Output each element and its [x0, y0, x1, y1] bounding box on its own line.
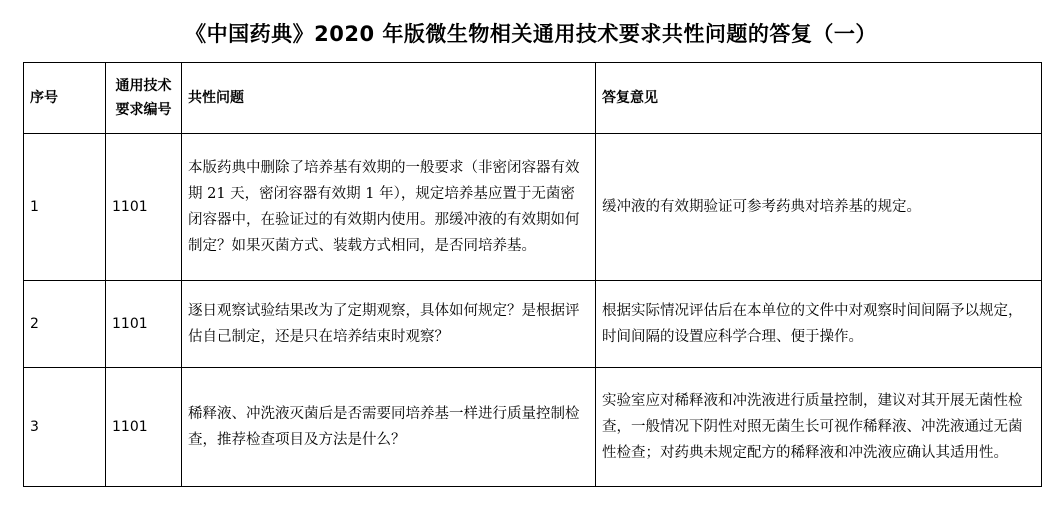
row-code: 1101: [106, 281, 182, 368]
table-row: [24, 368, 1042, 487]
row-no: 2: [24, 281, 106, 368]
row-answer: 缓冲液的有效期验证可参考药典对培养基的规定。: [596, 134, 1042, 281]
table-header-row: [24, 63, 1042, 134]
page-title: 《中国药典》2020 年版微生物相关通用技术要求共性问题的答复（一）: [185, 22, 877, 46]
qa-table: [23, 62, 1042, 487]
row-question: 稀释液、冲洗液灭菌后是否需要同培养基一样进行质量控制检查，推荐检查项目及方法是什么？: [182, 368, 596, 487]
row-code: 1101: [106, 134, 182, 281]
table-row: [24, 134, 1042, 281]
row-answer: 实验室应对稀释液和冲洗液进行质量控制，建议对其开展无菌性检查，一般情况下阴性对照无菌生长可视作稀释液、冲洗液通过无菌性检查；对药典未规定配方的稀释液和冲洗液应确认其适用性。: [596, 368, 1042, 487]
header-code: 通用技术要求编号: [106, 63, 182, 134]
row-code: 1101: [106, 368, 182, 487]
table-row: [24, 281, 1042, 368]
row-answer: 根据实际情况评估后在本单位的文件中对观察时间间隔予以规定，时间间隔的设置应科学合理、便于操作。: [596, 281, 1042, 368]
row-question: 本版药典中删除了培养基有效期的一般要求（非密闭容器有效期 21 天，密闭容器有效期 1 年），规定培养基应置于无菌密闭容器中，在验证过的有效期内使用。那缓冲液的有效期如何制定？如果灭菌方式、装载方式相同，是否同培养基。: [182, 134, 596, 281]
row-question: 逐日观察试验结果改为了定期观察，具体如何规定？是根据评估自己制定，还是只在培养结束时观察？: [182, 281, 596, 368]
header-answer: 答复意见: [596, 63, 1042, 134]
row-no: 1: [24, 134, 106, 281]
row-no: 3: [24, 368, 106, 487]
header-no: 序号: [24, 63, 106, 134]
header-question: 共性问题: [182, 63, 596, 134]
